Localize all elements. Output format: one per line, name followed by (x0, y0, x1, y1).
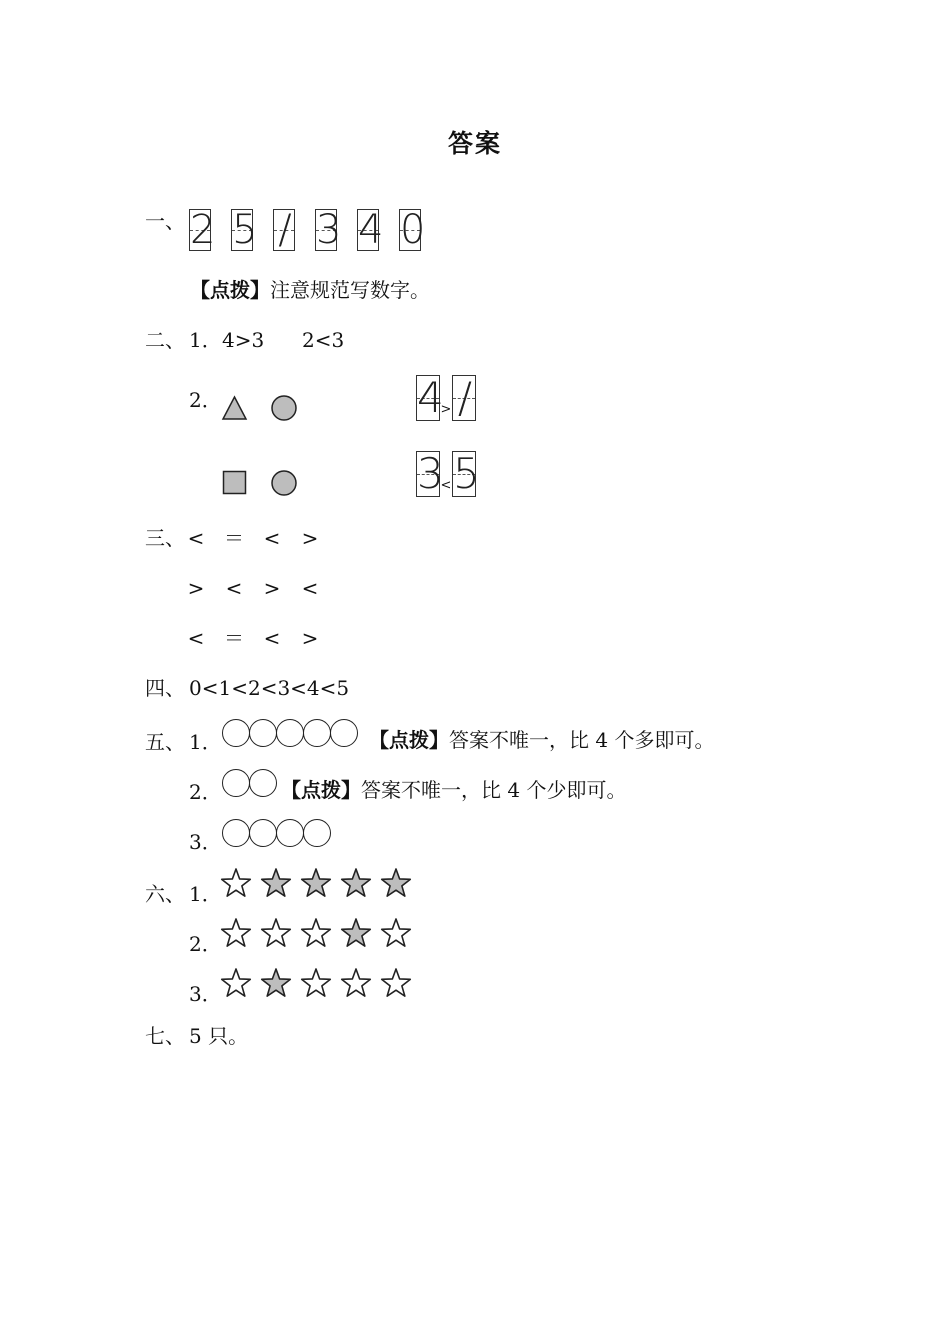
star-filled-icon (380, 867, 412, 899)
star-outline-icon (380, 917, 412, 949)
q3-row: > < > < (187, 576, 319, 600)
star-outline-icon (220, 917, 252, 949)
q3-row: < ＝ < > (187, 626, 319, 650)
star-outline-icon (340, 967, 372, 999)
q5-circles-2 (222, 769, 276, 797)
digit-box: 4 (358, 207, 384, 253)
digit-box: / (273, 209, 295, 251)
q5-item-num: 1． (189, 730, 222, 754)
compare-op: > (440, 402, 452, 417)
star-filled-icon (340, 917, 372, 949)
page-title: 答案 (447, 129, 502, 158)
q7-label: 七、 (145, 1024, 185, 1048)
q2-p1-num: 1． (189, 328, 222, 352)
q2-p1-a: 4>3 (222, 328, 265, 352)
star-filled-icon (260, 967, 292, 999)
circle-drawing (222, 769, 250, 797)
q6-stars-1 (220, 867, 412, 899)
digit-box: 3 (316, 207, 342, 253)
digit-box: / (452, 375, 476, 421)
circle-shape (270, 469, 298, 497)
star-outline-icon (380, 967, 412, 999)
star-filled-icon (260, 867, 292, 899)
q5-item-num: 3． (189, 830, 222, 854)
circle-shape (270, 394, 298, 422)
q2-p1-b: 2<3 (302, 328, 345, 352)
circle-drawing (222, 719, 250, 747)
star-filled-icon (300, 867, 332, 899)
star-outline-icon (300, 917, 332, 949)
q5-item-num: 2． (189, 780, 222, 804)
star-outline-icon (220, 967, 252, 999)
q2-shape-row-1 (221, 394, 298, 422)
star-filled-icon (340, 867, 372, 899)
triangle-shape (221, 395, 248, 421)
q6-stars-2 (220, 917, 412, 949)
digit-box: 5 (232, 207, 258, 253)
digit-box: 3 (417, 449, 444, 498)
digit-box: 0 (400, 207, 426, 253)
q6-stars-3 (220, 967, 412, 999)
q6-item-num: 2． (189, 932, 222, 956)
q3-row: < ＝ < > (187, 526, 319, 550)
circle-drawing (303, 719, 331, 747)
compare-op: < (440, 478, 452, 493)
circle-drawing (249, 769, 277, 797)
q2-shape-row-2 (222, 469, 298, 497)
q4-label: 四、 (145, 676, 185, 700)
q6-item-num: 1． (189, 882, 222, 906)
q6-item-num: 3． (189, 982, 222, 1006)
star-outline-icon (300, 967, 332, 999)
q3-label: 三、 (145, 526, 185, 550)
square-shape (222, 470, 248, 496)
q5-label: 五、 (145, 730, 185, 754)
q2-label: 二、 (145, 328, 185, 352)
hint-text: 注意规范写数字。 (270, 278, 430, 302)
star-outline-icon (220, 867, 252, 899)
hint-bracket: 【点拨】 (190, 278, 270, 302)
q7-answer: 5 只。 (189, 1024, 249, 1048)
digit-box: 5 (453, 449, 480, 498)
q1-digit-boxes (189, 207, 426, 253)
q1-label: 一、 (145, 209, 185, 233)
circle-drawing (249, 719, 277, 747)
q2-compare-1 (416, 375, 476, 421)
circle-drawing (276, 819, 304, 847)
q5-circles-3 (222, 819, 330, 847)
q6-label: 六、 (145, 882, 185, 906)
digit-box: 2 (190, 207, 216, 253)
digit-box: 4 (417, 373, 444, 422)
circle-drawing (330, 719, 358, 747)
circle-drawing (222, 819, 250, 847)
q5-hint-1: 【点拨】答案不唯一，比 4 个多即可。 (369, 728, 715, 752)
circle-drawing (249, 819, 277, 847)
q2-compare-2 (416, 449, 480, 498)
q2-p2-num: 2． (189, 388, 222, 412)
q4-answer: 0<1<2<3<4<5 (189, 676, 350, 700)
q5-hint-2: 【点拨】答案不唯一，比 4 个少即可。 (281, 778, 627, 802)
q5-circles-1 (222, 719, 357, 747)
circle-drawing (303, 819, 331, 847)
circle-drawing (276, 719, 304, 747)
star-outline-icon (260, 917, 292, 949)
q1-hint (190, 278, 430, 302)
